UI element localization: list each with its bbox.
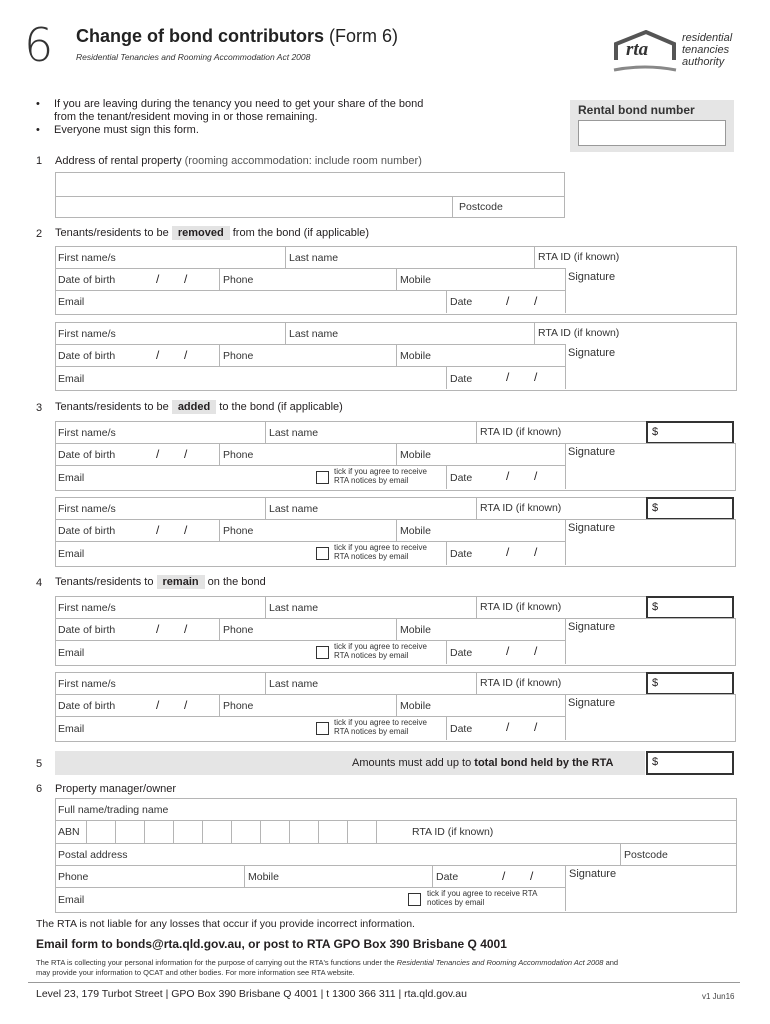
rental-bond-label: Rental bond number — [578, 103, 695, 117]
email-field[interactable]: Email — [58, 548, 85, 560]
divider — [55, 196, 565, 197]
mobile-field[interactable]: Mobile — [400, 525, 431, 537]
divider — [265, 421, 266, 443]
mobile-field[interactable]: Mobile — [248, 871, 279, 883]
divider — [446, 465, 447, 489]
section-2-number: 2 — [36, 228, 43, 240]
divider — [219, 519, 220, 541]
divider — [265, 497, 266, 519]
date-slash: / — [534, 469, 538, 483]
email-consent-checkbox[interactable] — [316, 471, 329, 484]
org-name: residential tenancies authority — [682, 32, 733, 68]
version-label: v1 Jun16 — [702, 992, 735, 1001]
date-slash: / — [506, 545, 510, 559]
divider — [620, 843, 621, 865]
date-slash: / — [156, 348, 160, 362]
mobile-field[interactable]: Mobile — [400, 700, 431, 712]
email-field[interactable]: Email — [58, 723, 85, 735]
date-slash: / — [184, 272, 188, 286]
divider — [476, 421, 477, 443]
date-slash: / — [506, 469, 510, 483]
divider — [396, 519, 397, 541]
full-name-field[interactable]: Full name/trading name — [58, 804, 169, 816]
last-name-field[interactable]: Last name — [289, 328, 339, 340]
divider — [55, 843, 736, 844]
divider — [219, 694, 220, 716]
dob-field[interactable]: Date of birth — [58, 350, 116, 362]
date-slash: / — [184, 698, 188, 712]
date-slash: / — [530, 869, 534, 883]
date-slash: / — [534, 294, 538, 308]
dob-field[interactable]: Date of birth — [58, 449, 116, 461]
divider — [55, 268, 566, 269]
date-field[interactable]: Date — [450, 647, 473, 659]
date-slash: / — [506, 644, 510, 658]
abn-digit-cell[interactable] — [86, 820, 87, 843]
liability-note: The RTA is not liable for any losses that occur if you provide incorrect information. — [36, 918, 415, 930]
divider — [476, 497, 477, 519]
email-field[interactable]: Email — [58, 894, 85, 906]
divider — [219, 618, 220, 640]
divider — [396, 694, 397, 716]
last-name-field[interactable]: Last name — [269, 678, 319, 690]
amount-input[interactable]: $ — [646, 497, 734, 520]
last-name-field[interactable]: Last name — [269, 503, 319, 515]
first-name-field[interactable]: First name/s — [58, 503, 116, 515]
divider — [55, 865, 736, 866]
date-slash: / — [534, 644, 538, 658]
divider — [446, 541, 447, 565]
amount-input[interactable]: $ — [646, 421, 734, 444]
divider — [565, 268, 566, 313]
signature-field[interactable]: Signature — [568, 446, 616, 458]
date-slash: / — [156, 272, 160, 286]
email-consent-label: tick if you agree to receive RTA notices by email — [334, 543, 427, 561]
divider — [265, 672, 266, 694]
divider — [55, 640, 566, 641]
total-statement: Amounts must add up to total bond held by the RTA — [352, 757, 614, 769]
rta-id-field[interactable]: RTA ID (if known) — [480, 677, 562, 689]
phone-field[interactable]: Phone — [223, 274, 254, 286]
divider — [396, 344, 397, 366]
divider — [396, 268, 397, 290]
rta-id-field[interactable]: RTA ID (if known) — [538, 251, 620, 263]
signature-field[interactable]: Signature — [568, 522, 616, 534]
abn-digit-cell[interactable] — [318, 820, 319, 843]
logo-text: rta — [626, 39, 649, 60]
submission-instructions: Email form to bonds@rta.qld.gov.au, or post to RTA GPO Box 390 Brisbane Q 4001 — [36, 937, 507, 951]
date-slash: / — [502, 869, 506, 883]
divider — [285, 246, 286, 268]
date-slash: / — [184, 622, 188, 636]
form-label: (Form 6) — [329, 26, 398, 46]
date-slash: / — [184, 523, 188, 537]
form-number: 6 — [24, 18, 54, 72]
divider — [219, 443, 220, 465]
rta-id-field[interactable]: RTA ID (if known) — [480, 426, 562, 438]
date-slash: / — [506, 370, 510, 384]
date-slash: / — [156, 622, 160, 636]
signature-field[interactable]: Signature — [568, 621, 616, 633]
rta-id-field[interactable]: RTA ID (if known) — [480, 502, 562, 514]
section-4-number: 4 — [36, 577, 43, 589]
signature-field[interactable]: Signature — [568, 347, 616, 359]
divider — [446, 716, 447, 740]
amount-input[interactable]: $ — [646, 672, 734, 695]
date-slash: / — [156, 523, 160, 537]
dob-field[interactable]: Date of birth — [58, 624, 116, 636]
dob-field[interactable]: Date of birth — [58, 700, 116, 712]
divider — [55, 618, 646, 619]
signature-field[interactable]: Signature — [569, 868, 617, 880]
abn-digit-cell[interactable] — [115, 820, 116, 843]
first-name-field[interactable]: First name/s — [58, 602, 116, 614]
divider — [265, 596, 266, 618]
divider — [55, 541, 566, 542]
abn-digit-cell[interactable] — [144, 820, 145, 843]
divider — [565, 865, 566, 911]
abn-digit-cell[interactable] — [231, 820, 232, 843]
section-6-heading: Property manager/owner — [55, 783, 177, 795]
divider — [396, 443, 397, 465]
section-3-number: 3 — [36, 402, 43, 414]
footer-address: Level 23, 179 Turbot Street | GPO Box 390 Brisbane Q 4001 | t 1300 366 311 | rta.qld.gov.au — [36, 988, 467, 1000]
date-field[interactable]: Date — [450, 548, 473, 560]
first-name-field[interactable]: First name/s — [58, 328, 116, 340]
instructions-list — [36, 98, 423, 137]
rta-id-field[interactable]: RTA ID (if known) — [538, 327, 620, 339]
date-slash: / — [534, 545, 538, 559]
date-slash: / — [184, 348, 188, 362]
dob-field[interactable]: Date of birth — [58, 525, 116, 537]
abn-digit-cell[interactable] — [260, 820, 261, 843]
divider — [446, 366, 447, 389]
divider — [55, 443, 646, 444]
postcode-field[interactable]: Postcode — [459, 201, 503, 213]
divider — [565, 344, 566, 389]
section-4-heading: Tenants/residents to remain on the bond — [55, 576, 266, 588]
email-consent-checkbox[interactable] — [316, 646, 329, 659]
divider — [534, 322, 535, 344]
divider — [244, 865, 245, 887]
divider — [55, 366, 566, 367]
divider — [219, 344, 220, 366]
section-3-heading: Tenants/residents to be added to the bond (if applicable) — [55, 401, 343, 413]
signature-field[interactable]: Signature — [568, 697, 616, 709]
date-slash: / — [506, 294, 510, 308]
date-field[interactable]: Date — [450, 723, 473, 735]
date-slash: / — [184, 447, 188, 461]
email-consent-checkbox[interactable] — [316, 547, 329, 560]
abn-digit-cell[interactable] — [376, 820, 377, 843]
page-title — [76, 26, 398, 47]
last-name-field[interactable]: Last name — [269, 427, 319, 439]
email-consent-label: tick if you agree to receive RTA notices by email — [334, 467, 427, 485]
divider — [55, 887, 566, 888]
section-5-number: 5 — [36, 758, 43, 770]
act-subtitle: Residential Tenancies and Rooming Accommodation Act 2008 — [76, 52, 311, 62]
divider — [55, 465, 566, 466]
mobile-field[interactable]: Mobile — [400, 624, 431, 636]
last-name-field[interactable]: Last name — [289, 252, 339, 264]
divider — [396, 618, 397, 640]
divider — [565, 519, 566, 565]
amount-input[interactable]: $ — [646, 596, 734, 619]
rental-bond-number-input[interactable] — [578, 120, 726, 146]
signature-field[interactable]: Signature — [568, 271, 616, 283]
section-2-heading: Tenants/residents to be removed from the bond (if applicable) — [55, 227, 370, 239]
rta-id-field[interactable]: RTA ID (if known) — [480, 601, 562, 613]
abn-digit-cell[interactable] — [289, 820, 290, 843]
divider — [55, 290, 566, 291]
date-slash: / — [534, 720, 538, 734]
divider — [446, 290, 447, 313]
section-1-heading: Address of rental property (rooming accommodation: include room number) — [55, 155, 422, 167]
date-slash: / — [534, 370, 538, 384]
phone-field[interactable]: Phone — [58, 871, 89, 883]
date-field[interactable]: Date — [450, 296, 473, 308]
date-slash: / — [156, 698, 160, 712]
divider — [55, 716, 566, 717]
divider — [55, 519, 646, 520]
dob-field[interactable]: Date of birth — [58, 274, 116, 286]
divider — [55, 694, 646, 695]
postcode-field[interactable]: Postcode — [624, 849, 668, 861]
email-consent-label: tick if you agree to receive RTA notices by email — [334, 642, 427, 660]
footer-divider — [28, 982, 740, 983]
date-field[interactable]: Date — [450, 472, 473, 484]
total-amount-input[interactable]: $ — [646, 751, 734, 775]
divider — [476, 672, 477, 694]
divider — [432, 865, 433, 887]
phone-field[interactable]: Phone — [223, 624, 254, 636]
phone-field[interactable]: Phone — [223, 449, 254, 461]
section-1-number: 1 — [36, 155, 43, 167]
divider — [55, 344, 566, 345]
first-name-field[interactable]: First name/s — [58, 678, 116, 690]
first-name-field[interactable]: First name/s — [58, 252, 116, 264]
privacy-notice: The RTA is collecting your personal information for the purpose of carrying out the RTA's functions under the Residential Tenancies and Rooming Accommodation Act 2008 and may provide your information to QCAT and other bodies. For more information see RTA website. — [36, 958, 619, 977]
mobile-field[interactable]: Mobile — [400, 350, 431, 362]
divider — [565, 694, 566, 740]
email-field[interactable]: Email — [58, 472, 85, 484]
date-slash: / — [506, 720, 510, 734]
date-slash: / — [156, 447, 160, 461]
phone-field[interactable]: Phone — [223, 700, 254, 712]
abn-label: ABN — [58, 826, 80, 838]
abn-digit-cell[interactable] — [202, 820, 203, 843]
divider — [565, 443, 566, 489]
divider — [565, 618, 566, 664]
rta-id-field[interactable]: RTA ID (if known) — [412, 826, 494, 838]
divider — [534, 246, 535, 268]
email-consent-checkbox[interactable] — [408, 893, 421, 906]
first-name-field[interactable]: First name/s — [58, 427, 116, 439]
section-6-number: 6 — [36, 783, 43, 795]
date-field[interactable]: Date — [436, 871, 459, 883]
email-field[interactable]: Email — [58, 647, 85, 659]
divider — [285, 322, 286, 344]
email-consent-checkbox[interactable] — [316, 722, 329, 735]
phone-field[interactable]: Phone — [223, 525, 254, 537]
date-field[interactable]: Date — [450, 373, 473, 385]
divider — [452, 196, 453, 217]
rta-logo — [610, 30, 752, 74]
email-consent-label: tick if you agree to receive RTA notices by email — [427, 889, 538, 907]
postal-address-field[interactable]: Postal address — [58, 849, 128, 861]
divider — [55, 820, 736, 821]
divider — [476, 596, 477, 618]
divider — [446, 640, 447, 664]
divider — [219, 268, 220, 290]
instruction-item: • If you are leaving during the tenancy you need to get your share of the bond — [36, 98, 423, 111]
instruction-item: • Everyone must sign this form. — [36, 124, 423, 137]
phone-field[interactable]: Phone — [223, 350, 254, 362]
instruction-item-cont: from the tenant/resident moving in or those remaining. — [54, 111, 318, 123]
mobile-field[interactable]: Mobile — [400, 274, 431, 286]
email-field[interactable]: Email — [58, 373, 85, 385]
email-consent-label: tick if you agree to receive RTA notices by email — [334, 718, 427, 736]
abn-digit-cell[interactable] — [347, 820, 348, 843]
mobile-field[interactable]: Mobile — [400, 449, 431, 461]
email-field[interactable]: Email — [58, 296, 85, 308]
title-text: Change of bond contributors — [76, 26, 324, 46]
abn-digit-cell[interactable] — [173, 820, 174, 843]
last-name-field[interactable]: Last name — [269, 602, 319, 614]
